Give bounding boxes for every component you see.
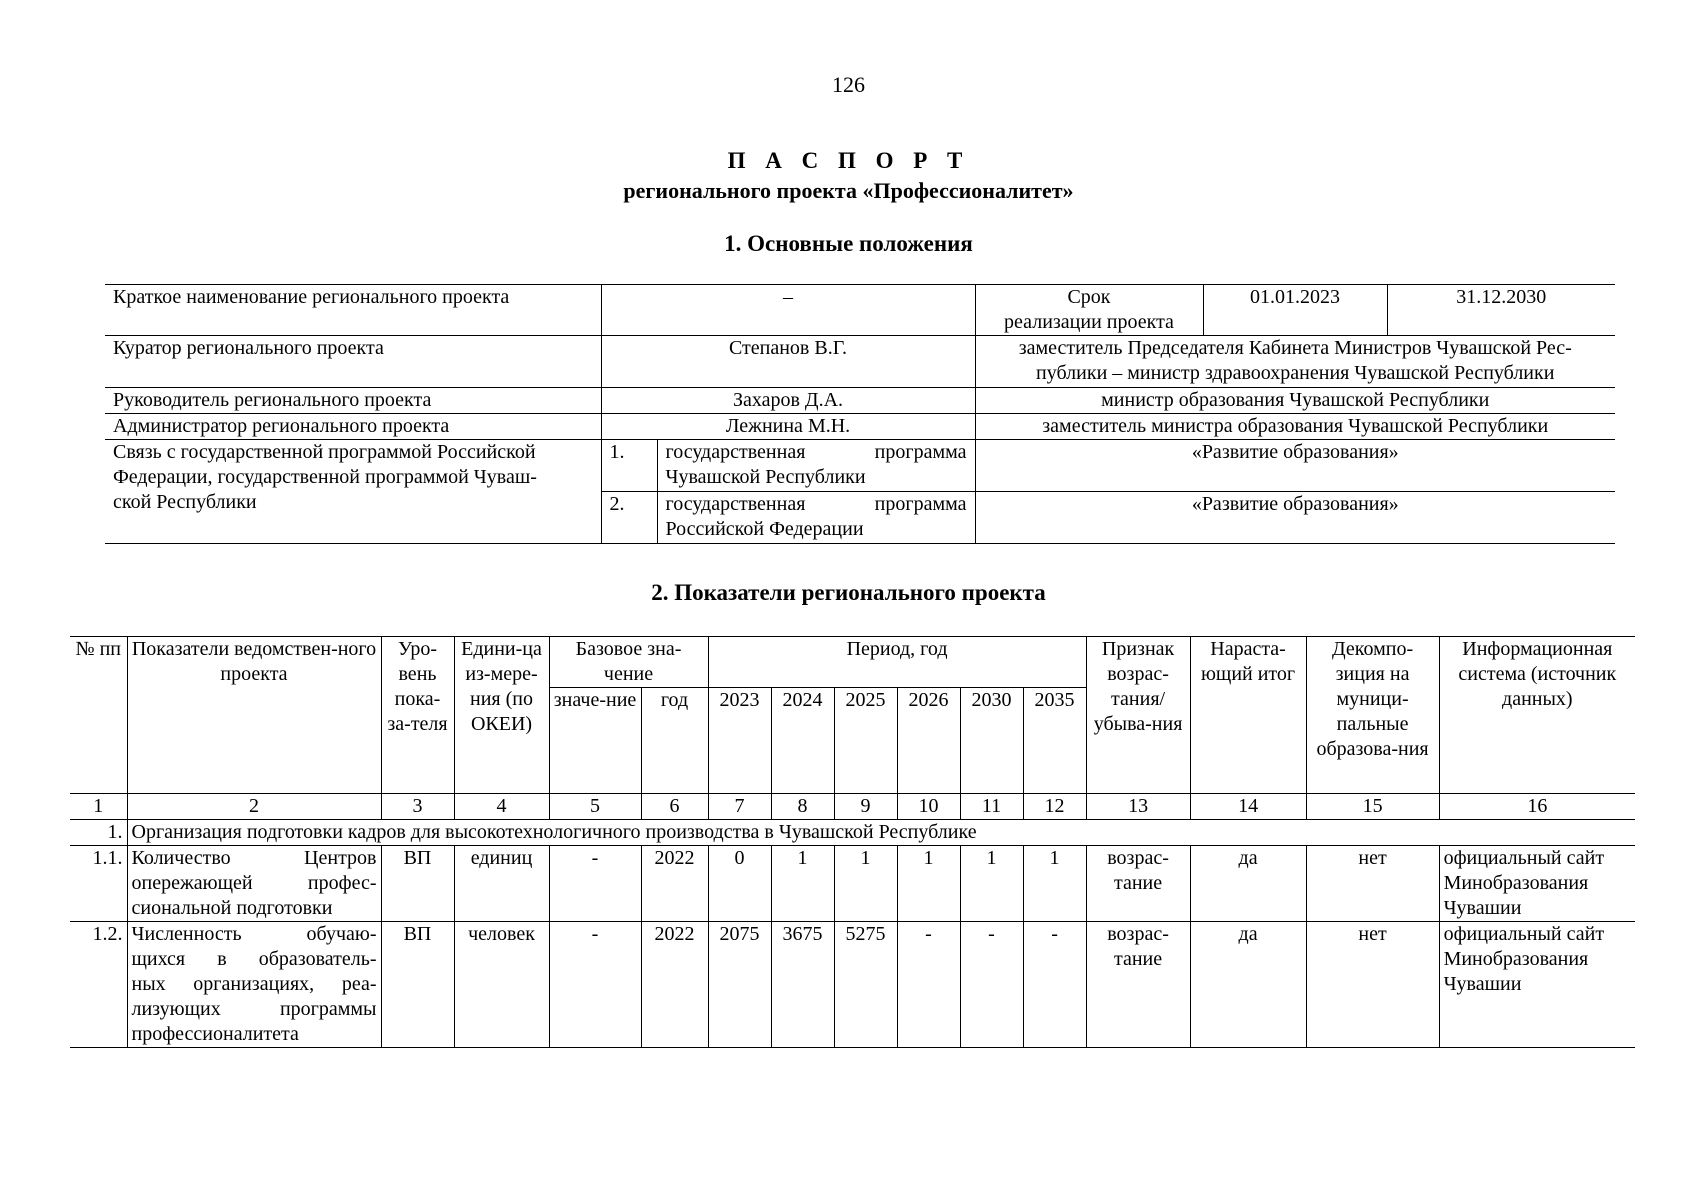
program-link-label-line2: Федерации, государственной программой Чуваш- [113,466,537,488]
curator-name: Степанов В.Г. [601,336,975,388]
program-name: «Развитие образования» [975,492,1615,544]
column-number-row [70,794,1635,820]
row-number: 1.2. [70,922,127,1048]
row-base-value: - [549,922,641,1048]
row-indicator-line: ных организациях, реа- [131,973,377,995]
row-trend: возрас-тание [1086,846,1190,922]
column-number: 8 [771,794,834,820]
curator-label: Куратор регионального проекта [105,336,601,388]
program-row [105,440,1615,492]
row-value: - [960,922,1023,1048]
header-base: Базовое зна-чение [549,637,708,688]
admin-row [105,414,1615,440]
program-type-line1: государственная программа [665,493,967,515]
header-year: 2035 [1023,688,1086,794]
column-number: 16 [1439,794,1635,820]
column-number: 15 [1306,794,1439,820]
header-year: 2026 [897,688,960,794]
header-year: 2024 [771,688,834,794]
header-trend: Признак возрас-тания/ убыва-ния [1086,637,1190,794]
program-number: 2. [601,492,657,544]
header-year: 2023 [708,688,771,794]
period-start: 01.01.2023 [1203,285,1387,336]
group-title: Организация подготовки кадров для высокотехнологичного производства в Чувашской Республике [127,820,1635,846]
general-provisions-table [105,284,1615,544]
header-level: Уро-вень пока-за-теля [381,637,454,794]
row-trend: возрас-тание [1086,922,1190,1048]
row-indicator-line: профессионалитета [131,1023,299,1045]
period-end: 31.12.2030 [1387,285,1615,336]
header-period: Период, год [708,637,1086,688]
table-row [70,846,1635,922]
row-base-year: 2022 [641,922,708,1048]
header-info-system: Информационная система (источник данных) [1439,637,1635,794]
row-value: 1 [960,846,1023,922]
period-label [975,285,1203,336]
row-base-year: 2022 [641,846,708,922]
row-indicator-line: щихся в образователь- [131,948,377,970]
row-indicator [127,922,381,1048]
row-value: 1 [1023,846,1086,922]
leader-row [105,388,1615,414]
column-number: 1 [70,794,127,820]
column-number: 3 [381,794,454,820]
row-indicator-line: лизующих программы [131,998,377,1020]
column-number: 4 [454,794,549,820]
row-decomposition: нет [1306,922,1439,1048]
row-value: 1 [771,846,834,922]
section1-title: 1. Основные положения [724,231,973,256]
indicators-table [70,636,1635,1048]
row-indicator-line: Количество Центров [131,847,377,869]
header-base-year: год [641,688,708,794]
column-number: 2 [127,794,381,820]
row-unit: единиц [454,846,549,922]
row-indicator [127,846,381,922]
period-label-line1: Срок [1067,286,1111,308]
row-number: 1.1. [70,846,127,922]
header-year: 2025 [834,688,897,794]
program-type-line1: государственная программа [665,441,967,463]
program-type [657,492,975,544]
row-value: 0 [708,846,771,922]
row-value: 1 [834,846,897,922]
row-info-system: официальный сайт Минобразования Чувашии [1439,922,1635,1048]
header-base-value: значе-ние [549,688,641,794]
row-value: 2075 [708,922,771,1048]
column-number: 10 [897,794,960,820]
column-number: 5 [549,794,641,820]
row-cumulative: да [1190,846,1306,922]
curator-position-line1: заместитель Председателя Кабинета Министров Чувашской Рес- [1018,337,1572,359]
header-year: 2030 [960,688,1023,794]
leader-name: Захаров Д.А. [601,388,975,414]
program-type-line2: Российской Федерации [665,518,864,540]
short-name-value: – [601,285,975,336]
row-value: - [897,922,960,1048]
column-number: 12 [1023,794,1086,820]
row-base-value: - [549,846,641,922]
row-value: 1 [897,846,960,922]
program-link-label-line3: ской Республики [113,491,257,513]
row-indicator-line: Численность обучаю- [131,923,377,945]
leader-label: Руководитель регионального проекта [105,388,601,414]
document-subtitle: регионального проекта «Профессионалитет» [623,178,1074,203]
program-link-label [105,440,601,544]
section2-title: 2. Показатели регионального проекта [651,580,1046,605]
period-label-line2: реализации проекта [1004,311,1174,333]
row-unit: человек [454,922,549,1048]
program-name: «Развитие образования» [975,440,1615,492]
header-row [70,637,1635,688]
admin-name: Лежнина М.Н. [601,414,975,440]
admin-position: заместитель министра образования Чувашской Республики [975,414,1615,440]
table-row [70,922,1635,1048]
header-unit: Едини-ца из-мере-ния (по ОКЕИ) [454,637,549,794]
header-decomposition: Декомпо-зиция на муници-пальные образова-ния [1306,637,1439,794]
header-cumulative: Нараста-ющий итог [1190,637,1306,794]
row-cumulative: да [1190,922,1306,1048]
row-value: 3675 [771,922,834,1048]
leader-position: министр образования Чувашской Республики [975,388,1615,414]
column-number: 9 [834,794,897,820]
row-value: 5275 [834,922,897,1048]
short-name-row [105,285,1615,336]
column-number: 14 [1190,794,1306,820]
row-value: - [1023,922,1086,1048]
header-indicator: Показатели ведомствен-ного проекта [127,637,381,794]
row-indicator-line: сиональной подготовки [131,897,333,919]
document-title: П А С П О Р Т [727,148,970,173]
program-link-label-line1: Связь с государственной программой Российской [113,441,536,463]
curator-position [975,336,1615,388]
group-number: 1. [70,820,127,846]
group-row [70,820,1635,846]
program-type-line2: Чувашской Республики [665,466,866,488]
row-info-system: официальный сайт Минобразования Чувашии [1439,846,1635,922]
row-indicator-line: опережающей профес- [131,872,377,894]
column-number: 13 [1086,794,1190,820]
admin-label: Администратор регионального проекта [105,414,601,440]
row-level: ВП [381,846,454,922]
column-number: 7 [708,794,771,820]
program-type [657,440,975,492]
row-level: ВП [381,922,454,1048]
page-number: 126 [832,72,865,97]
curator-position-line2: публики – министр здравоохранения Чувашской Республики [1036,362,1555,384]
program-number: 1. [601,440,657,492]
row-decomposition: нет [1306,846,1439,922]
column-number: 6 [641,794,708,820]
column-number: 11 [960,794,1023,820]
short-name-label: Краткое наименование регионального проекта [105,285,601,336]
curator-row [105,336,1615,388]
header-num: № пп [70,637,127,794]
